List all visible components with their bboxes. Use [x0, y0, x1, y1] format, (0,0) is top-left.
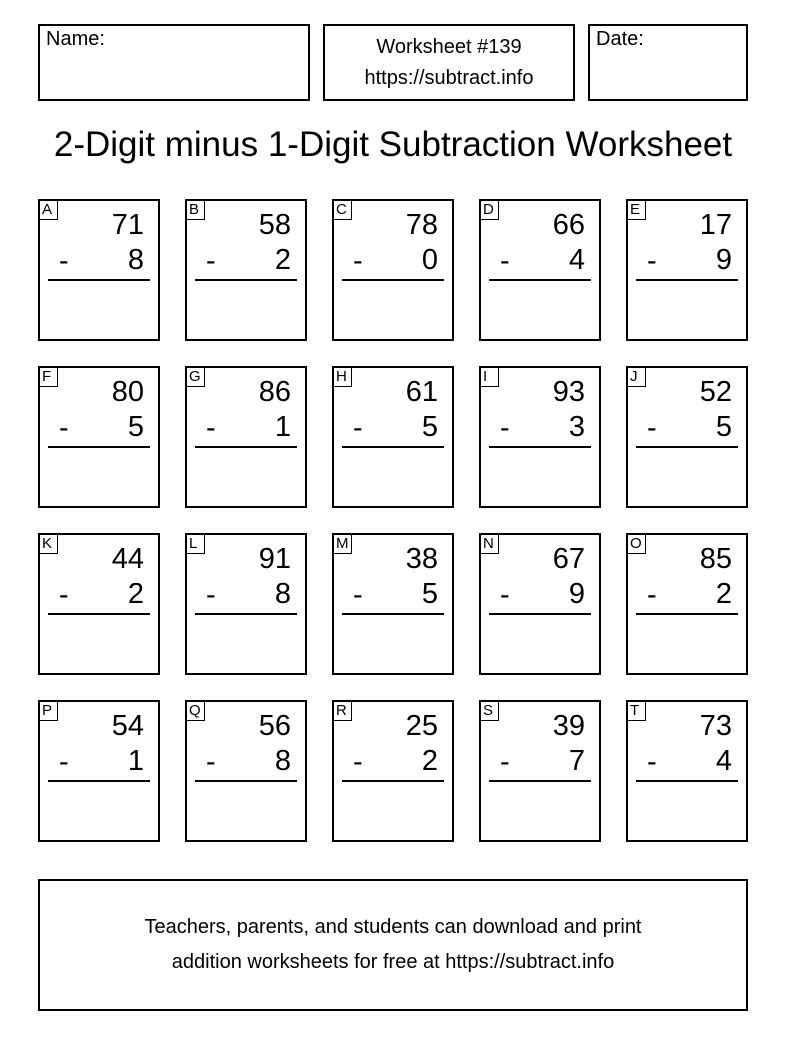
name-label: Name:	[46, 28, 105, 50]
footer-line-1: Teachers, parents, and students can download and print	[144, 916, 642, 938]
answer-line	[48, 279, 150, 281]
problem-letter: P	[38, 700, 58, 721]
problem-letter: L	[185, 533, 205, 554]
problem-letter: M	[332, 533, 352, 554]
page-title: 2-Digit minus 1-Digit Subtraction Worksheet	[53, 125, 733, 164]
subtrahend: 5	[421, 411, 438, 443]
minuend: 85	[699, 543, 732, 575]
problem-letter: I	[479, 366, 499, 387]
problem-card[interactable]	[332, 700, 454, 842]
minuend: 86	[258, 376, 291, 408]
subtrahend: 0	[421, 244, 438, 276]
subtrahend: 1	[127, 745, 144, 777]
problem-card[interactable]	[185, 366, 307, 508]
answer-line	[636, 780, 738, 782]
minuend: 52	[699, 376, 732, 408]
answer-line	[342, 780, 444, 782]
minuend: 66	[552, 209, 585, 241]
problem-card[interactable]	[479, 366, 601, 508]
problem-card[interactable]	[38, 366, 160, 508]
problem-letter: R	[332, 700, 352, 721]
minus-sign: -	[353, 412, 363, 444]
problem-card[interactable]	[626, 199, 748, 341]
footer-line-2: addition worksheets for free at https://subtract.info	[171, 951, 615, 973]
problem-letter: S	[479, 700, 499, 721]
minuend: 73	[699, 710, 732, 742]
subtrahend: 4	[568, 244, 585, 276]
subtrahend: 2	[421, 745, 438, 777]
problem-letter: N	[479, 533, 499, 554]
date-field[interactable]	[588, 24, 748, 101]
subtrahend: 2	[715, 578, 732, 610]
minus-sign: -	[353, 746, 363, 778]
minus-sign: -	[647, 412, 657, 444]
minuend: 56	[258, 710, 291, 742]
subtrahend: 7	[568, 745, 585, 777]
problem-letter: O	[626, 533, 646, 554]
problem-card[interactable]	[626, 366, 748, 508]
problem-card[interactable]	[479, 533, 601, 675]
minus-sign: -	[647, 746, 657, 778]
subtrahend: 5	[127, 411, 144, 443]
subtrahend: 3	[568, 411, 585, 443]
subtrahend: 8	[127, 244, 144, 276]
problem-card[interactable]	[332, 366, 454, 508]
subtrahend: 5	[421, 578, 438, 610]
minuend: 80	[111, 376, 144, 408]
answer-line	[195, 613, 297, 615]
subtrahend: 2	[274, 244, 291, 276]
answer-line	[342, 279, 444, 281]
answer-line	[195, 446, 297, 448]
minuend: 39	[552, 710, 585, 742]
subtrahend: 2	[127, 578, 144, 610]
answer-line	[195, 279, 297, 281]
answer-line	[342, 446, 444, 448]
problem-card[interactable]	[38, 533, 160, 675]
problem-card[interactable]	[479, 199, 601, 341]
answer-line	[48, 613, 150, 615]
problem-letter: A	[38, 199, 58, 220]
answer-line	[195, 780, 297, 782]
minus-sign: -	[206, 746, 216, 778]
answer-line	[489, 279, 591, 281]
problem-letter: D	[479, 199, 499, 220]
problem-letter: E	[626, 199, 646, 220]
problem-letter: H	[332, 366, 352, 387]
name-field[interactable]	[38, 24, 310, 101]
minus-sign: -	[206, 412, 216, 444]
subtrahend: 4	[715, 745, 732, 777]
problem-card[interactable]	[38, 700, 160, 842]
problem-letter: K	[38, 533, 58, 554]
minus-sign: -	[500, 579, 510, 611]
problem-letter: Q	[185, 700, 205, 721]
minus-sign: -	[206, 245, 216, 277]
subtrahend: 9	[715, 244, 732, 276]
minuend: 58	[258, 209, 291, 241]
minuend: 17	[699, 209, 732, 241]
minus-sign: -	[59, 245, 69, 277]
minus-sign: -	[500, 746, 510, 778]
minuend: 44	[111, 543, 144, 575]
minuend: 67	[552, 543, 585, 575]
worksheet-url: https://subtract.info	[364, 66, 534, 89]
worksheet-info-box	[323, 24, 575, 101]
minuend: 93	[552, 376, 585, 408]
minuend: 71	[111, 209, 144, 241]
answer-line	[636, 613, 738, 615]
problem-letter: T	[626, 700, 646, 721]
worksheet-number: Worksheet #139	[376, 35, 522, 58]
subtrahend: 9	[568, 578, 585, 610]
minus-sign: -	[353, 579, 363, 611]
problem-card[interactable]	[38, 199, 160, 341]
minus-sign: -	[59, 579, 69, 611]
minus-sign: -	[500, 245, 510, 277]
problem-card[interactable]	[479, 700, 601, 842]
problem-letter: B	[185, 199, 205, 220]
problem-card[interactable]	[185, 199, 307, 341]
footer-box	[38, 879, 748, 1011]
minus-sign: -	[500, 412, 510, 444]
problem-letter: G	[185, 366, 205, 387]
answer-line	[342, 613, 444, 615]
answer-line	[48, 446, 150, 448]
answer-line	[636, 279, 738, 281]
subtrahend: 1	[274, 411, 291, 443]
subtrahend: 8	[274, 578, 291, 610]
minuend: 25	[405, 710, 438, 742]
subtrahend: 8	[274, 745, 291, 777]
answer-line	[489, 446, 591, 448]
subtrahend: 5	[715, 411, 732, 443]
problem-card[interactable]	[185, 700, 307, 842]
answer-line	[489, 780, 591, 782]
minus-sign: -	[59, 746, 69, 778]
minus-sign: -	[647, 579, 657, 611]
problem-letter: J	[626, 366, 646, 387]
problem-card[interactable]	[626, 533, 748, 675]
problem-letter: C	[332, 199, 352, 220]
minuend: 38	[405, 543, 438, 575]
problem-card[interactable]	[332, 199, 454, 341]
answer-line	[636, 446, 738, 448]
problem-card[interactable]	[185, 533, 307, 675]
minuend: 61	[405, 376, 438, 408]
minus-sign: -	[353, 245, 363, 277]
problem-letter: F	[38, 366, 58, 387]
minuend: 91	[258, 543, 291, 575]
problem-card[interactable]	[332, 533, 454, 675]
minus-sign: -	[206, 579, 216, 611]
date-label: Date:	[596, 28, 644, 50]
minuend: 78	[405, 209, 438, 241]
minus-sign: -	[647, 245, 657, 277]
problem-card[interactable]	[626, 700, 748, 842]
minus-sign: -	[59, 412, 69, 444]
minuend: 54	[111, 710, 144, 742]
answer-line	[489, 613, 591, 615]
answer-line	[48, 780, 150, 782]
